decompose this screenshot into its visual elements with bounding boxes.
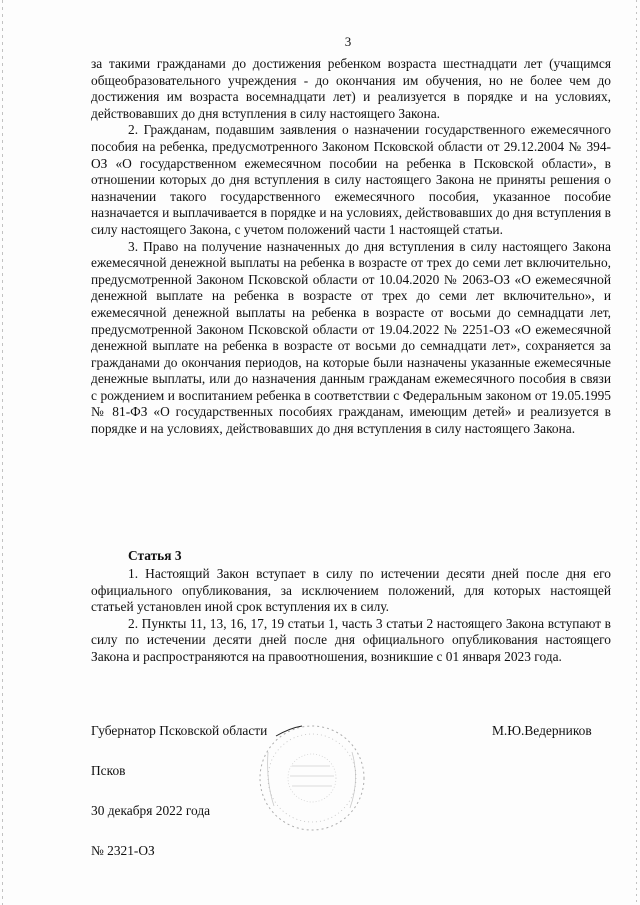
paragraph-2: 2. Гражданам, подавшим заявления о назначении государственного ежемесячного пособия на ребенка, предусмотренного Законом Псковской области от 29.12.2004 № 394-ОЗ «О государственном ежемесячном пособии на ребенка в Псковской области», в отношении которых до дня вступления в силу настоящего Закона не приняты решения о назначении такого государственного ежемесячного пособия, указанное пособие назначается и выплачивается в порядке и на условиях, действовавших до дня вступления в силу настоящего Закона, с учетом положений части 1 настоящей статьи. [91, 122, 611, 237]
signatory-name: М.Ю.Ведерников [492, 723, 592, 738]
paragraph-3: 3. Право на получение назначенных до дня вступления в силу настоящего Закона ежемесячной денежной выплаты на ребенка в возрасте от трех до семи лет включительно, предусмотренной Законом Псковской области от 10.04.2020 № 2063-ОЗ «О ежемесячной денежной выплате на ребенка в возрасте от трех до семи лет включительно», и ежемесячной денежной выплаты на ребенка в возрасте от восьми до семнадцати лет, предусмотренной Законом Псковской области от 19.04.2022 № 2251-ОЗ «О ежемесячной денежной выплате на ребенка в возрасте от восьми до семнадцати лет», сохраняется за гражданами до окончания периодов, на которые были назначены указанные ежемесячные денежные выплаты, или до назначения данным гражданам ежемесячного пособия в связи с рождением и воспитанием ребенка в соответствии с Федеральным законом от 19.05.1995 № 81-ФЗ «О государственных пособиях гражданам, имеющим детей» и реализуется в порядке и на условиях, действовавших до дня вступления в силу настоящего Закона. [91, 238, 611, 437]
law-body-text [91, 56, 611, 438]
article-3-heading: Статья 3 [128, 548, 182, 563]
signatory-title: Губернатор Псковской области [91, 723, 268, 738]
article-3-item-2: 2. Пункты 11, 13, 16, 17, 19 статьи 1, часть 3 статьи 2 настоящего Закона вступают в силу по истечении десяти дней после дня официального опубликования настоящего Закона и распространяются на правоотношения, возникшие с 01 января 2023 года. [91, 615, 611, 664]
law-number: № 2321-ОЗ [91, 843, 155, 858]
continuation-paragraph: за такими гражданами до достижения ребенком возраста шестнадцати лет (учащимся общеобразовательного учреждения - до окончания им обучения, но не более чем до достижения им возраста восемнадцати лет) и реализуется в порядке и на условиях, действовавших до дня вступления в силу настоящего Закона. [91, 56, 611, 121]
signing-city: Псков [91, 763, 126, 778]
signing-date: 30 декабря 2022 года [91, 803, 211, 818]
scan-edge-right [636, 0, 637, 905]
article-3-item-1: 1. Настоящий Закон вступает в силу по истечении десяти дней после дня его официального опубликования, за исключением положений, для которых настоящей статьей установлен иной срок вступления их в силу. [91, 566, 611, 615]
page-number: 3 [344, 34, 352, 49]
article-3-text [91, 566, 611, 666]
official-seal-stamp [256, 722, 368, 834]
scan-edge-left [2, 0, 3, 905]
